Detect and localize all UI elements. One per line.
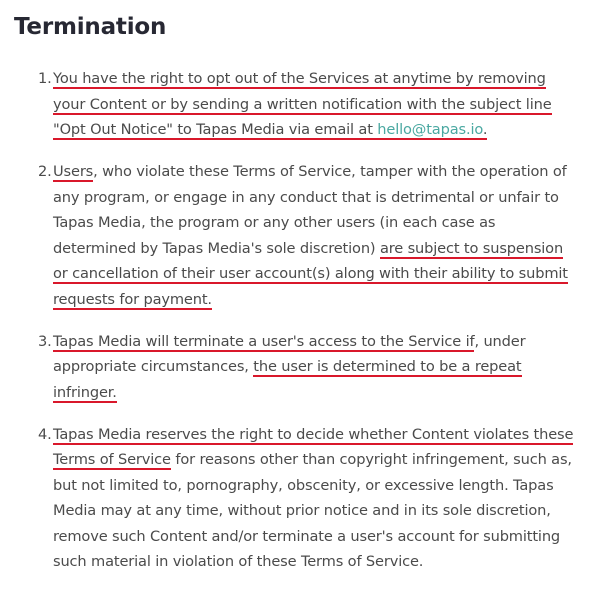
text-segment: , under (474, 332, 526, 350)
item-number: 3. (38, 332, 52, 350)
text-segment: remove such Content and/or terminate a user's account for submitting (53, 527, 561, 545)
text-line (53, 92, 591, 118)
underlined-text: your Content or by sending a written notification with the subject line (53, 95, 552, 113)
text-line (53, 447, 591, 473)
underlined-text: infringer. (53, 383, 117, 401)
text-segment: , who violate these Terms of Service, tamper with the operation of (93, 163, 567, 180)
underlined-text: Tapas Media reserves the right to decide whether Content violates these (53, 425, 574, 443)
text-segment: any program, or engage in any conduct that is detrimental or unfair to (53, 188, 559, 206)
text-line (53, 261, 591, 287)
text-segment: Media may at any time, without prior notice and in its sole discretion, (53, 502, 551, 519)
text-segment: determined by Tapas Media's sole discretion) (53, 239, 380, 257)
text-line (53, 185, 591, 211)
text-segment: "Opt Out Notice" to Tapas Media via email at (53, 121, 378, 138)
text-segment: for reasons other than copyright infringement, such as, (170, 451, 572, 468)
item-number: 1. (38, 70, 52, 87)
terms-item-3 (0, 329, 609, 406)
text-line (53, 159, 591, 185)
text-segment: but not limited to, pornography, obscenity, or excessive length. Tapas (53, 476, 554, 494)
underlined-text: Tapas Media will terminate a user's access to the Service if (53, 332, 475, 350)
text-line (53, 473, 591, 499)
text-segment: Tapas Media, the program or any other users (in each case as (53, 214, 496, 231)
text-line (53, 66, 591, 92)
underlined-text: You have the right to opt out of the Services at anytime by removing (53, 70, 546, 87)
text-line (53, 498, 591, 524)
item-number: 2. (38, 163, 52, 180)
underlined-text: requests for payment. (53, 290, 212, 308)
text-line (53, 354, 591, 380)
text-line (53, 210, 591, 236)
terms-item-2 (0, 159, 609, 312)
text-line (53, 380, 591, 406)
underlined-text: the user is determined to be a repeat (253, 358, 522, 375)
item-number: 4. (38, 425, 52, 443)
text-segment: such material in violation of these Terms of Service. (53, 553, 424, 570)
text-line (53, 287, 591, 313)
underlined-text: are subject to suspension (379, 239, 564, 257)
text-line (53, 422, 591, 448)
email-link[interactable]: hello@tapas.io (377, 121, 483, 138)
text-segment: appropriate circumstances, (53, 358, 254, 375)
text-line (53, 236, 591, 262)
underlined-text: Terms of Service (53, 451, 171, 468)
text-line (53, 117, 591, 143)
text-line (53, 329, 591, 355)
text-line (53, 549, 591, 575)
underlined-text: or cancellation of their user account(s) along with their ability to submit (53, 265, 568, 282)
text-segment: . (482, 121, 488, 138)
text-line (53, 524, 591, 550)
terms-item-1 (0, 66, 609, 143)
page-title: Termination (14, 14, 167, 40)
termination-terms-list (0, 66, 609, 591)
underlined-text: Users (53, 163, 94, 180)
underlined-text-group (53, 121, 487, 140)
terms-item-4 (0, 422, 609, 575)
